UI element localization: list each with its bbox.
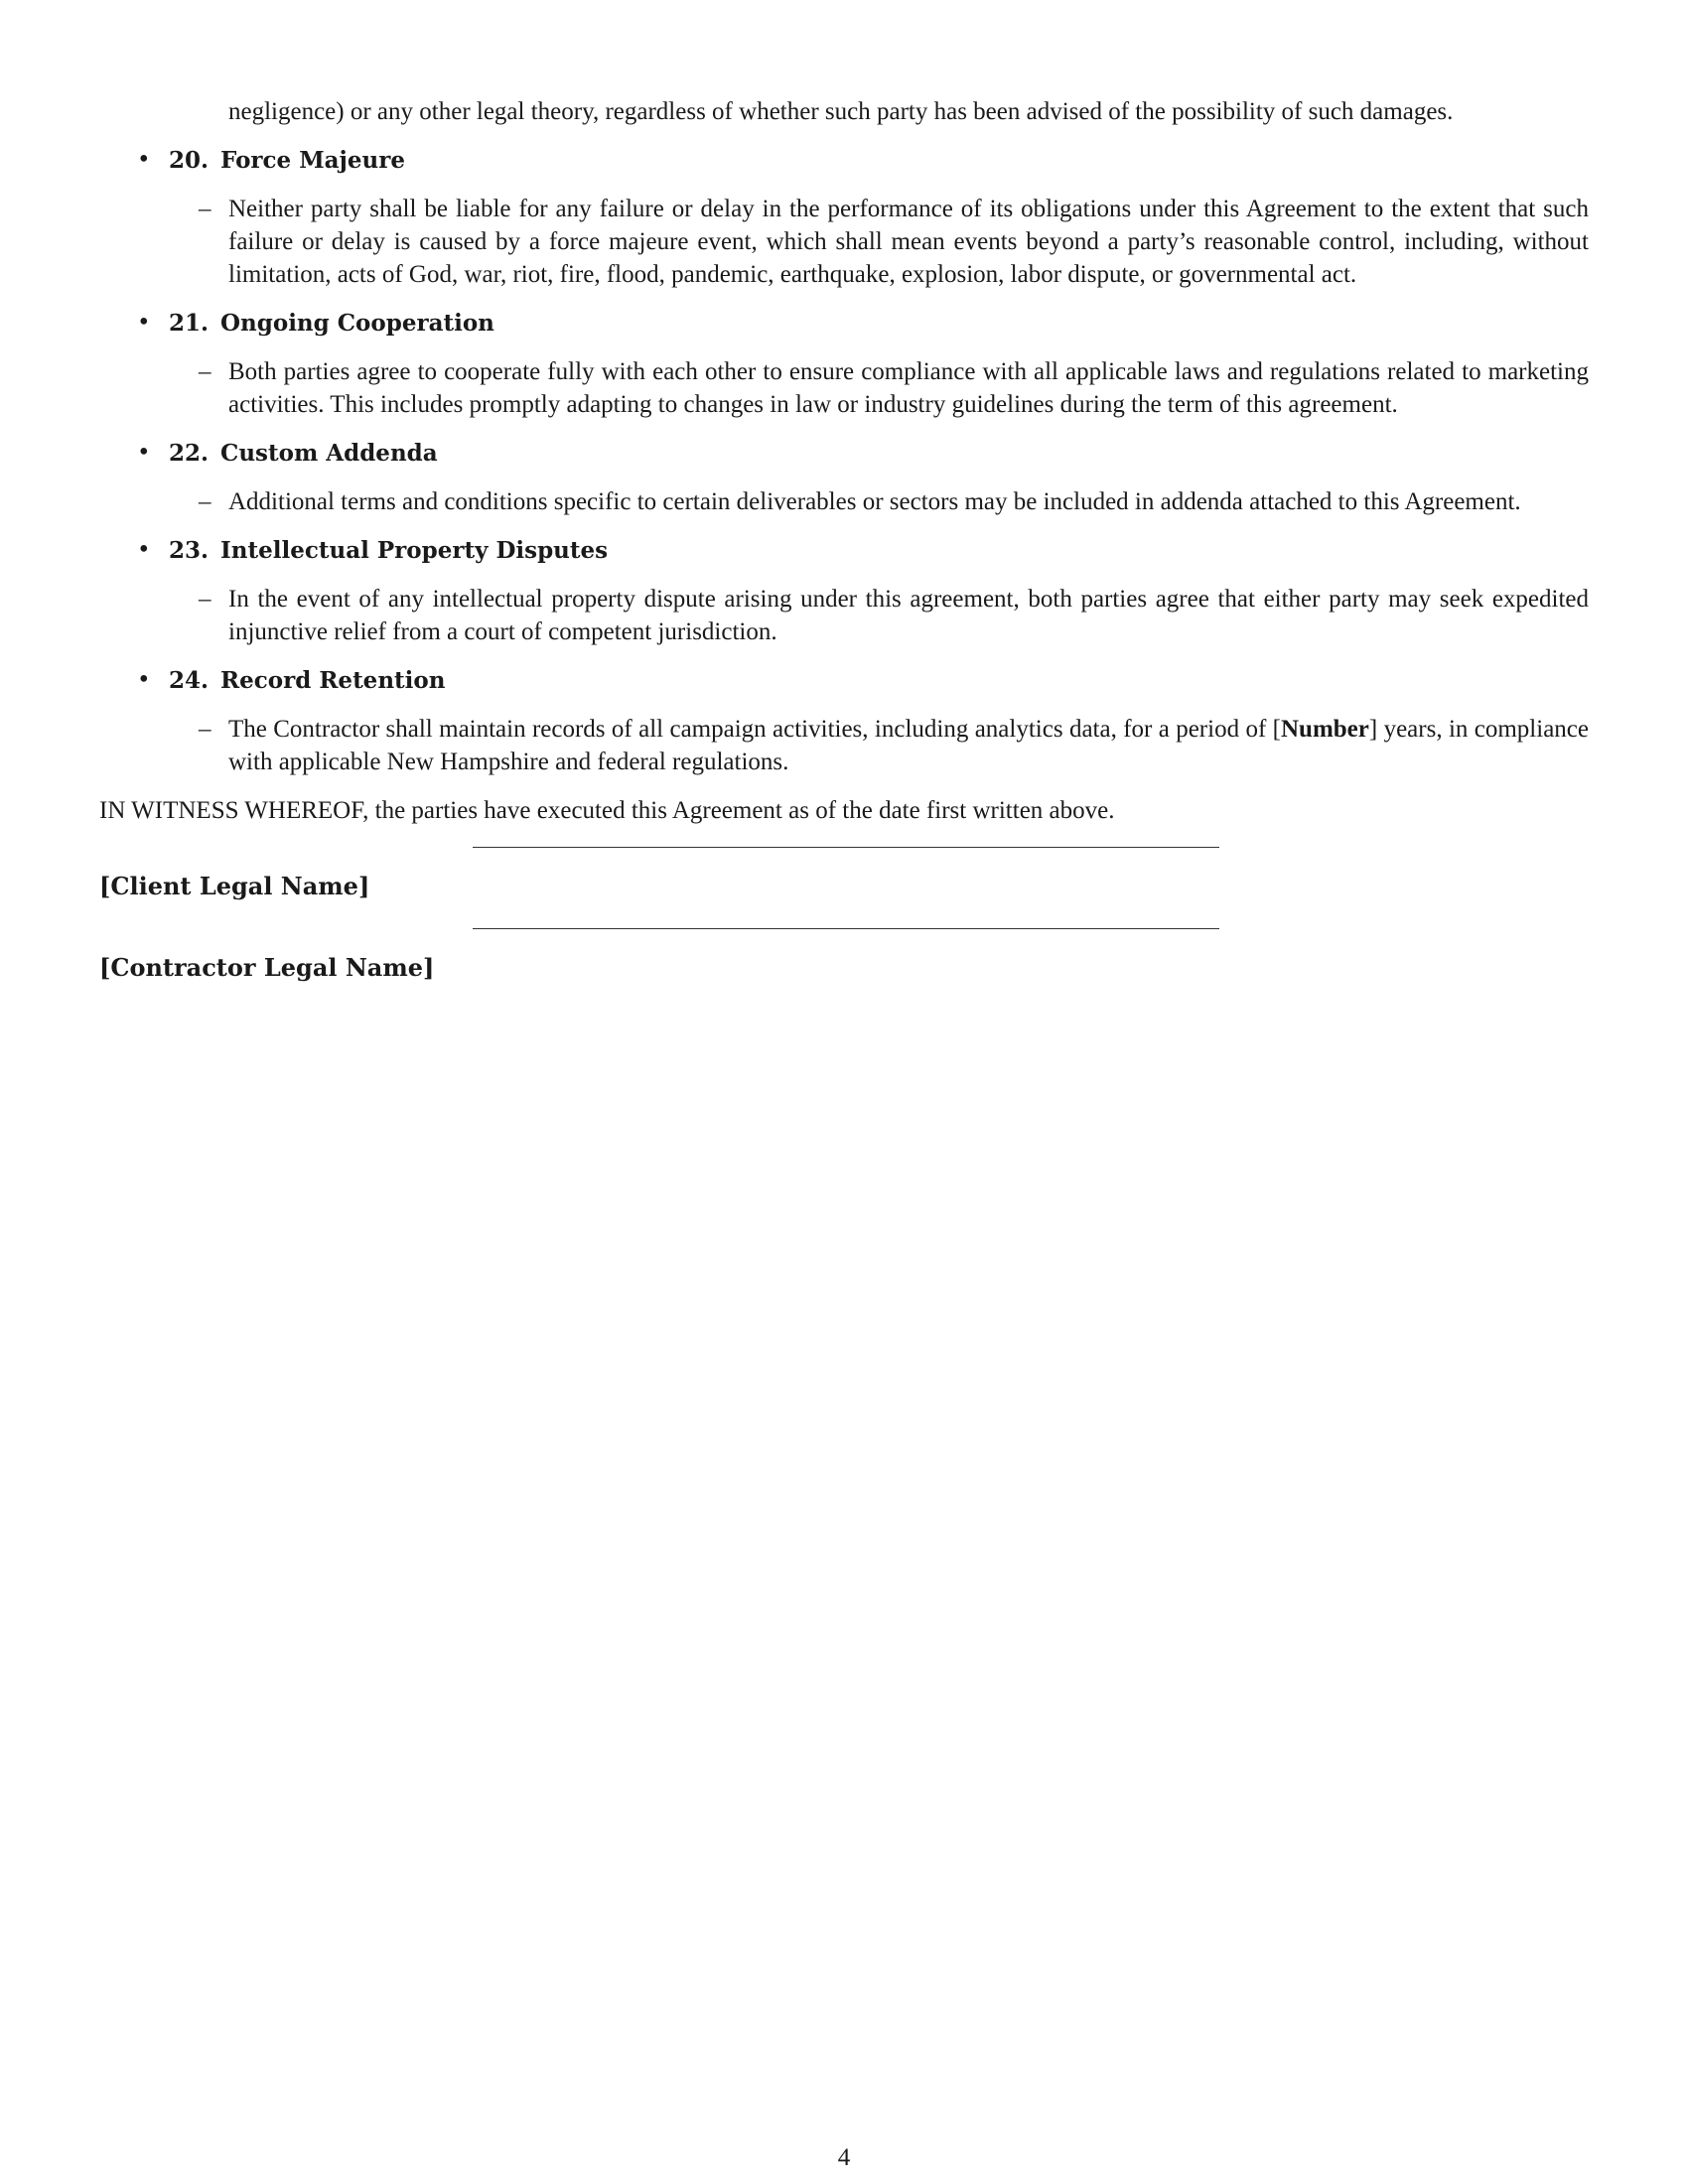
section-body-text: Additional terms and conditions specific to certain deliverables or sectors may be included in addenda attached to this Agreement. [228,488,1521,515]
section-body [199,713,1589,778]
section-heading [99,437,1589,470]
section-number: 20. [169,147,210,174]
client-signature-line [473,847,1219,848]
section-number: 24. [169,667,210,694]
contractor-legal-name: [Contractor Legal Name] [99,953,435,982]
client-signature-block [99,847,1589,902]
section-23 [99,534,1589,648]
section-number: 22. [169,440,210,467]
placeholder-number: Number [1280,716,1369,743]
section-body-text: Neither party shall be liable for any failure or delay in the performance of its obligations under this Agreement to the extent that such failure or delay is caused by a force majeure event, which shall mean events beyond a party’s reasonable control, including, without limitation, acts of God, war, riot, fire, flood, pandemic, earthquake, explosion, labor dispute, or governmental act. [228,196,1589,288]
section-body [199,193,1589,291]
section-title: Custom Addenda [220,440,438,467]
dash-icon: – [199,716,211,743]
bullet-icon: • [137,310,151,336]
page-number: 4 [837,2144,851,2171]
section-title: Ongoing Cooperation [220,310,494,337]
section-22 [99,437,1589,518]
section-title: Record Retention [220,667,446,694]
section-body-text-after: ] years, in compliance with applicable New Hampshire and federal regulations. [228,716,1589,775]
section-heading [99,664,1589,697]
bullet-icon: • [137,147,151,173]
section-number: 21. [169,310,210,337]
dash-icon: – [199,358,211,385]
section-heading [99,144,1589,177]
section-title: Intellectual Property Disputes [220,537,609,564]
section-20 [99,144,1589,291]
section-24 [99,664,1589,778]
continuation-paragraph: negligence) or any other legal theory, regardless of whether such party has been advised of the possibility of such damages. [228,98,1454,125]
contractor-signature-block [99,928,1589,984]
section-body-text-before: The Contractor shall maintain records of all campaign activities, including analytics data, for a period of [ [228,716,1281,743]
bullet-icon: • [137,537,151,563]
dash-icon: – [199,488,211,515]
client-legal-name: [Client Legal Name] [99,872,370,900]
bullet-icon: • [137,667,151,693]
section-21 [99,307,1589,421]
witness-statement: IN WITNESS WHEREOF, the parties have executed this Agreement as of the date first written above. [99,797,1115,824]
bullet-icon: • [137,440,151,466]
section-body [199,583,1589,648]
section-body-text: Both parties agree to cooperate fully with each other to ensure compliance with all applicable laws and regulations related to marketing activities. This includes promptly adapting to changes in law or industry guidelines during the term of this agreement. [228,358,1589,418]
section-body [199,485,1589,518]
section-heading [99,307,1589,340]
section-body [199,355,1589,421]
section-number: 23. [169,537,210,564]
section-heading [99,534,1589,567]
section-body-text: In the event of any intellectual property dispute arising under this agreement, both parties agree that either party may seek expedited injunctive relief from a court of competent jurisdiction. [228,586,1589,645]
dash-icon: – [199,196,211,222]
document-page [99,95,1589,984]
dash-icon: – [199,586,211,613]
contractor-signature-line [473,928,1219,929]
section-title: Force Majeure [220,147,405,174]
